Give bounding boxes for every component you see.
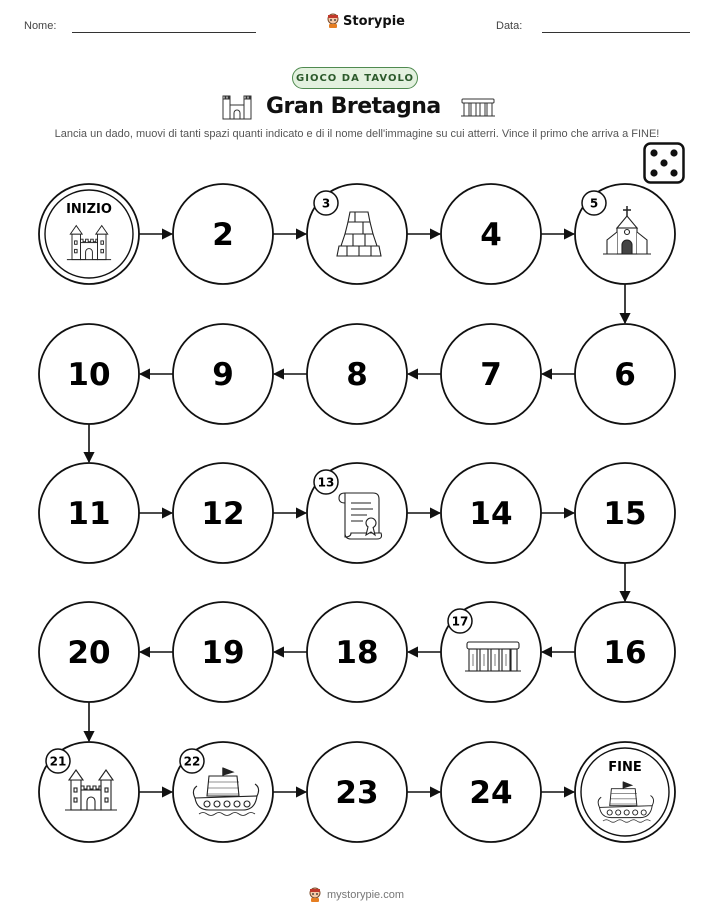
storypie-mascot-icon [307,887,323,903]
space-number: 20 [67,635,111,671]
board-space-11[interactable] [39,463,139,563]
space-number: 9 [212,357,234,393]
board-space-6[interactable] [575,324,675,424]
space-number: 5 [589,196,599,211]
space-number: 23 [335,775,379,811]
board-space-23[interactable] [307,742,407,842]
space-number: 13 [317,475,335,490]
space-circle [39,184,139,284]
space-number: 22 [183,754,201,769]
board-space-15[interactable] [575,463,675,563]
board-space-2[interactable] [173,184,273,284]
footer [307,887,404,903]
board-space-20[interactable] [39,602,139,702]
board-space-14[interactable] [441,463,541,563]
space-number: 4 [480,217,502,253]
space-number: 11 [67,496,111,532]
board-space-7[interactable] [441,324,541,424]
space-number: 16 [603,635,647,671]
instructions: Lancia un dado, muovi di tanti spazi quanti indicato e di il nome dell'immagine su cui atterri. Vince il primo che arriva a FINE! [54,128,660,140]
footer-url: mystorypie.com [327,889,405,901]
space-number: 3 [321,196,331,211]
space-number: 15 [603,496,647,532]
space-number: 10 [67,357,111,393]
date-label: Data: [496,20,523,32]
board-space-18[interactable] [307,602,407,702]
board-space-24[interactable] [441,742,541,842]
space-number: 18 [335,635,379,671]
board-space-finish[interactable] [575,742,675,842]
board-space-22[interactable] [173,742,273,842]
space-number: 24 [469,775,513,811]
board-space-10[interactable] [39,324,139,424]
board-space-19[interactable] [173,602,273,702]
space-number: 8 [346,357,368,393]
brand-name: Storypie [343,13,405,29]
board-space-8[interactable] [307,324,407,424]
space-number: 19 [201,635,245,671]
space-number: 17 [451,614,469,629]
space-number: 12 [201,496,245,532]
space-number: 7 [480,357,502,393]
board-space-13[interactable] [307,463,407,563]
board-space-9[interactable] [173,324,273,424]
space-label: FINE [608,760,642,775]
space-label: INIZIO [66,202,112,217]
board-space-5[interactable] [575,184,675,284]
board-space-16[interactable] [575,602,675,702]
board-space-12[interactable] [173,463,273,563]
board-space-17[interactable] [441,602,541,702]
space-number: 2 [212,217,234,253]
board-space-21[interactable] [39,742,139,842]
board-space-start[interactable] [39,184,139,284]
game-type-badge: GIOCO DA TAVOLO [292,67,418,89]
board-space-4[interactable] [441,184,541,284]
page-title: Gran Bretagna [266,94,441,119]
space-number: 21 [49,754,67,769]
name-label: Nome: [24,20,57,32]
stonehenge-icon [465,642,521,671]
space-number: 14 [469,496,513,532]
board-space-3[interactable] [307,184,407,284]
space-number: 6 [614,357,636,393]
